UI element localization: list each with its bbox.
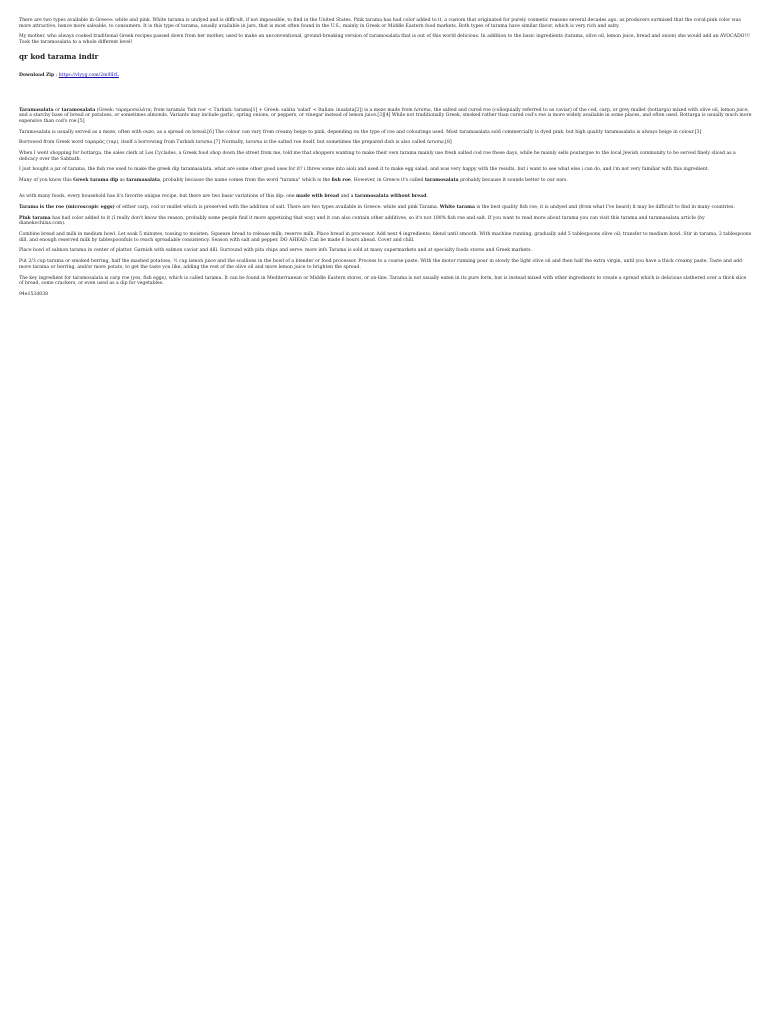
paragraph-recipe-bread: Combine bread and milk in medium bowl. Let soak 5 minutes, tossing to moisten. Squeeze bread to release milk; reserve milk. Place bread in processor. Add next 4 ingredients; blend until smooth. With machine running, gradually add 5 tablespoons olive oil; transfer to medium bowl. Stir in tarama, 2 tablespoons dill, and enough reserved milk by tablespoonfuls to reach spreadable consistency. Season with salt and pepper. DO AHEAD: Can be made 6 hours ahead. Cover and chill. <box>19 231 752 243</box>
paragraph-pink-tarama <box>19 216 752 227</box>
text-span: and a <box>339 194 355 200</box>
paragraph-tarama-roe <box>19 205 752 211</box>
paragraph-variations <box>19 194 752 200</box>
bold-term: taramosalata <box>61 107 96 113</box>
bold-term: Taramasalata <box>19 107 54 113</box>
bold-term: Greek tarama dip <box>73 178 119 184</box>
bold-term: fish roe <box>331 178 351 184</box>
paragraph-shopping: When I went shopping for bottarga, the sales clerk at Les Cyclades, a Greek food shop down the street from me, told me that shoppers wanting to make their own tarama mainly use fresh salted cod roe these days, while he mainly sells poutargue to the local Jewish community to be served finely sliced as a delicacy over the Sabbath. <box>19 151 736 162</box>
bold-term: taramosalata <box>424 178 459 184</box>
text-span: of either carp, cod or mullet which is preserved with the addition of salt. There are two types available in Greece: white and pink Tarama. <box>114 204 440 210</box>
download-line <box>19 73 752 78</box>
bold-term: Pink tarama <box>19 215 51 221</box>
bold-term: made with bread <box>296 194 340 200</box>
text-span: probably because it sounds better to our ears. <box>458 178 568 184</box>
download-separator: : <box>54 72 59 78</box>
text-span: Many of you know this <box>19 178 74 184</box>
text-span: . <box>426 194 428 200</box>
paragraph-taramasalata-definition <box>19 108 752 125</box>
text-span: , the salted and cured roe (colloquially referred to as caviar) of the cod, carp, or grey mullet (bottarga) mixed with olive oil, lemon juice, and a starchy base of bread or potatoes, or sometimes almonds. Variants may include garlic, spring onions, or peppers, or vinegar instead of lemon juice.[3][4] While not traditionally Greek, smoked rather than cured cod's roe is more widely available in some places, and often used. Bottarga is usually much more expensive than cod's roe.[5] <box>19 107 752 124</box>
paragraph-salmon-tarama: Place bowl of salmon tarama in center of platter. Garnish with salmon caviar and dill. Surround with pita chips and serve. more info Tarama is sold at many supermarkets and at specialty foods stores and Greek markets. <box>19 248 532 254</box>
italic-term: tarama <box>245 140 263 146</box>
italic-term: tarama <box>195 140 213 146</box>
text-span: .[8] <box>443 140 452 146</box>
text-span: has had color added to it (I really don't know the reason, probably some people find it more appetizing that way) and it can also contain other additives, so it's not 100% fish roe and salt. If you want to read more about tarama you can visit this tarama and taramasalata article (by dianekochilas.com). <box>19 215 705 227</box>
text-span: (Greek: ταραμοσαλάτα; from taramás 'fish roe' < Turkish: tarama[1] + Greek: saláta 'salad' < Italian: insalata[2]) is a meze made from <box>95 107 415 113</box>
text-span: or <box>53 107 62 113</box>
paragraph-etymology <box>19 140 752 146</box>
page-title: qr kod tarama indir <box>19 51 99 61</box>
italic-term: tarama <box>427 140 444 146</box>
download-link[interactable]: https://vlyyg.com/2m9lIrL <box>58 72 119 78</box>
bold-term: taramasalata <box>126 178 160 184</box>
paragraph-recipe-potato: Put 2/3 cup tarama or smoked herring, half the mashed potatoes, ½ cup lemon juice and the scallions in the bowl of a blender or food processor. Process to a coarse paste. With the motor running pour in slowly the light olive oil and then half the extra virgin, until you have a thick creamy paste. Taste and add more tarama or herring, and/or more potato, to get the taste you like, adding the rest of the olive oil and more lemon juice to brighten the spread. <box>19 259 742 270</box>
paragraph-greek-dip <box>19 178 752 184</box>
download-label: Download Zip <box>19 72 55 78</box>
footer-code: 94e153d038 <box>19 291 49 297</box>
italic-term: tarama <box>414 107 431 113</box>
text-span: as <box>118 178 127 184</box>
bold-term: Tarama is the roe (microscopic eggs) <box>19 204 115 210</box>
bold-term: White tarama <box>439 204 475 210</box>
text-span: As with many foods, every household has it's favorite unique recipe, but there are two basic variations of this dip: one <box>19 194 297 200</box>
text-span: .[7] Normally, <box>212 140 246 146</box>
text-span: Borrowed from Greek word ταραμάς (ταρ), itself a borrowing from Turkish <box>19 140 196 146</box>
intro-paragraph-1: There are two types available in Greece: white and pink. White tarama is undyed and is difficult, if not impossible, to find in the United States. Pink tarama has had color added to it, a custom that originated for purely cosmetic reasons several decades ago, as producers surmised that the coral-pink color was more attractive, hence more saleable, to consumers. It is this type of tarama, usually available in jars, that is most often found in the U.S., mainly in Greek or Middle Eastern food markets. Both types of tarama have similar flavor, which is very rich and salty. <box>19 18 741 29</box>
paragraph-key-ingredient: The key ingredient for taramosalata is carp roe (yes, fish eggs), which is called tarama. It can be found in Mediterranean or Middle Eastern stores, or on-line. Tarama is not usually eaten in its pure form, but is instead mixed with other ingredients to create a spread which is delicious slathered over a thick slice of bread, some crackers, or even used as a dip for vegetables. <box>19 275 747 287</box>
text-span: , probably because the name comes from the word "tarama" which is the <box>159 178 332 184</box>
text-span: is the salted roe itself, but sometimes the prepared dish is also called <box>262 140 428 146</box>
article <box>0 0 770 297</box>
text-span: is the best quality fish roe, it is undyed and (from what I've heard) it may be difficult to find in many countries. <box>474 204 735 210</box>
paragraph-serving: Taramosalata is usually served as a meze, often with ouzo, as a spread on bread.[6] The colour can vary from creamy beige to pink, depending on the type of roe and colourings used. Most taramasalata sold commercially is dyed pink, but high quality taramasalata is always beige in colour.[3] <box>19 129 702 135</box>
intro-paragraph-2: My mother, who always cooked traditional Greek recipes passed down from her mother, used to make an unconventional, ground-breaking version of taramosalata that is out of this world delicious. In addition to the basic ingredients (tarama, olive oil, lemon juice, bread and onion) she would add an AVOCADO!!! Took the taramosalata to a whole different level! <box>19 34 750 45</box>
paragraph-jar: I just bought a jar of tarama, the fish roe used to make the greek dip taramasalata. what are some other good uses for it? i threw some into aioli and used it to make egg salad, and was very happy with the results, but i want to see what else i can do, and i'm not very familiar with this ingredient. <box>19 167 710 173</box>
bold-term: taramosalata without bread <box>354 194 427 200</box>
text-span: . However, in Greece it's called <box>350 178 425 184</box>
